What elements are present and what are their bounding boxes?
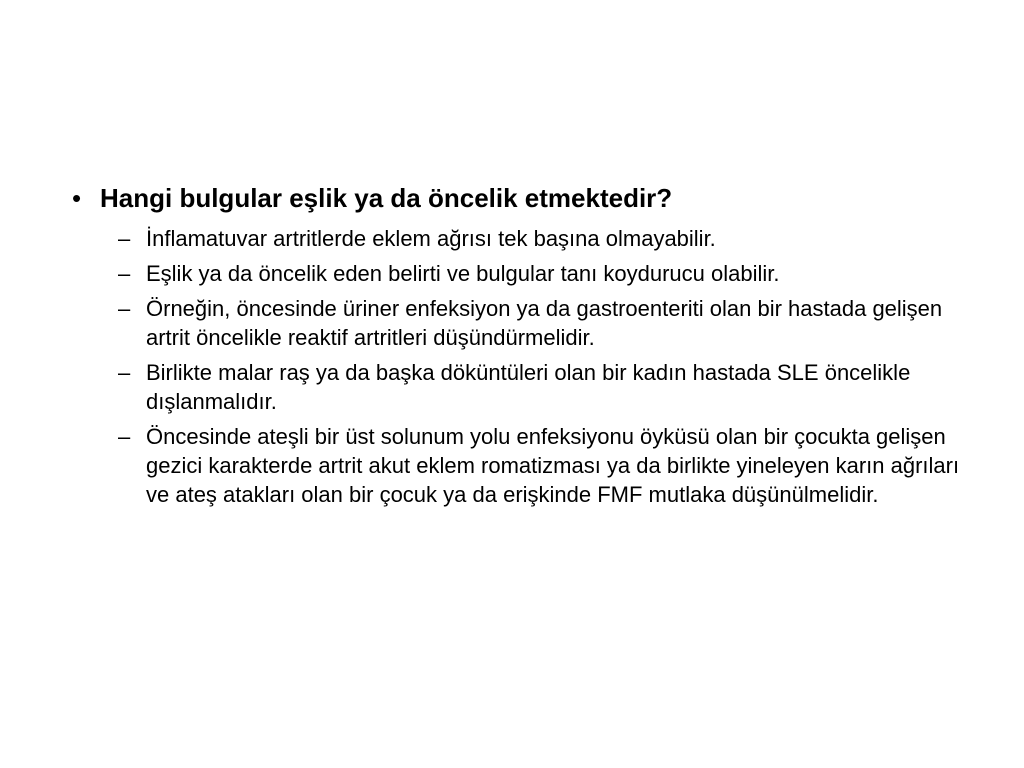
sub-point-item (118, 259, 972, 288)
slide-content (72, 178, 972, 509)
sub-point-list (72, 224, 972, 509)
sub-point-text: Öncesinde ateşli bir üst solunum yolu enfeksiyonu öyküsü olan bir çocukta gelişen gezici karakterde artrit akut eklem romatizması ya da birlikte yineleyen karın ağrıları ve ateş atakları olan bir çocuk ya da erişkinde FMF mutlaka düşünülmelidir. (146, 424, 960, 507)
dash-icon: – (118, 296, 131, 321)
main-bullet-item (72, 178, 972, 218)
dash-icon: – (118, 226, 131, 251)
main-point-text: Hangi bulgular eşlik ya da öncelik etmektedir? (100, 183, 673, 213)
sub-point-text: Örneğin, öncesinde üriner enfeksiyon ya da gastroenteriti olan bir hastada gelişen artrit öncelikle reaktif artritleri düşündürmelidir. (146, 296, 943, 350)
sub-point-text: İnflamatuvar artritlerde eklem ağrısı tek başına olmayabilir. (146, 226, 716, 251)
dash-icon: – (118, 424, 131, 449)
dash-icon: – (118, 261, 131, 286)
sub-point-item (118, 422, 972, 509)
bullet-icon: • (72, 183, 82, 213)
sub-point-item (118, 294, 972, 352)
sub-point-item (118, 224, 972, 253)
dash-icon: – (118, 360, 131, 385)
sub-point-text: Birlikte malar raş ya da başka döküntüleri olan bir kadın hastada SLE öncelikle dışlanmalıdır. (146, 360, 911, 414)
sub-point-item (118, 358, 972, 416)
sub-point-text: Eşlik ya da öncelik eden belirti ve bulgular tanı koydurucu olabilir. (146, 261, 780, 286)
